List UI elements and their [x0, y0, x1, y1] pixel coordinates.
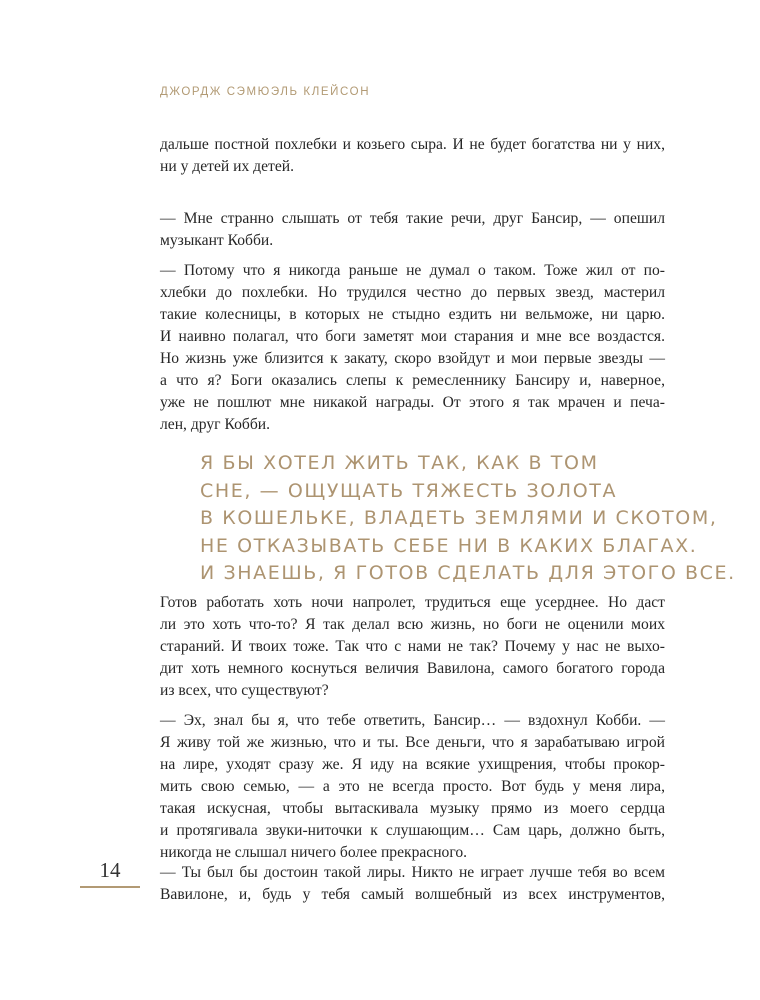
text-line: дит хоть немного коснуться величия Вавилона, самого богатого города	[160, 660, 665, 677]
text-line: такая искусная, чтобы вытаскивала музыку прямо из моего сердца	[160, 800, 665, 817]
paragraph-5	[160, 710, 665, 864]
text-line: мить свою семью, — а это не всегда просто. Вот будь у меня лира,	[160, 778, 665, 795]
text-line: музыкант Кобби.	[160, 232, 274, 249]
pull-quote-line: НЕ ОТКАЗЫВАТЬ СЕБЕ НИ В КАКИХ БЛАГАХ.	[200, 534, 698, 557]
text-line: такие колесницы, в которых не стыдно ездить ни вельможе, ни царю.	[160, 306, 665, 323]
text-line: Но жизнь уже близится к закату, скоро взойдут и мои первые звезды —	[160, 350, 665, 367]
text-line: хлебки до похлебки. Но трудился честно до первых звезд, мастерил	[160, 284, 665, 301]
text-line: стараний. И твоих тоже. Так что с нами не так? Почему у нас не выхо-	[160, 638, 665, 655]
text-line: — Эх, знал бы я, что тебе ответить, Бансир… — вздохнул Кобби. —	[160, 712, 665, 729]
pull-quote	[200, 450, 736, 588]
paragraph-4	[160, 592, 665, 702]
text-line: — Мне странно слышать от тебя такие речи, друг Бансир, — опешил	[160, 210, 665, 227]
text-line: Вавилоне, и, будь у тебя самый волшебный из всех инструментов,	[160, 886, 665, 903]
paragraph-2	[160, 208, 665, 252]
text-line: из всех, что существуют?	[160, 682, 329, 699]
text-line: Готов работать хоть ночи напролет, трудиться еще усерднее. Но даст	[160, 594, 665, 611]
paragraph-3	[160, 260, 665, 436]
text-line: И наивно полагал, что боги заметят мои старания и мне все воздастся.	[160, 328, 665, 345]
page-number-rule	[80, 886, 140, 888]
text-line: ни у детей их детей.	[160, 158, 294, 175]
text-line: дальше постной похлебки и козьего сыра. И не будет богатства ни у них,	[160, 136, 665, 153]
text-line: и протягивала звуки-ниточки к слушающим… Сам царь, должно быть,	[160, 822, 665, 839]
text-line: никогда не слышал ничего более прекрасного.	[160, 844, 468, 861]
paragraph-1	[160, 134, 665, 178]
paragraph-6	[160, 862, 665, 906]
pull-quote-line: В КОШЕЛЬКЕ, ВЛАДЕТЬ ЗЕМЛЯМИ И СКОТОМ,	[200, 507, 718, 529]
text-line: ли это хоть что-то? Я так делал всю жизнь, но боги не оценили моих	[160, 616, 665, 633]
text-line: Я живу той же жизнью, что и ты. Все деньги, что я зарабатываю игрой	[160, 734, 665, 751]
running-head: ДЖОРДЖ СЭМЮЭЛЬ КЛЕЙСОН	[160, 86, 371, 98]
text-line: уже не пошлют мне никакой награды. От этого я так мрачен и печа-	[160, 394, 665, 411]
text-line: лен, друг Кобби.	[160, 416, 270, 433]
text-line: а что я? Боги оказались слепы к ремесленнику Бансиру и, наверное,	[160, 372, 665, 389]
pull-quote-line: СНЕ, — ОЩУЩАТЬ ТЯЖЕСТЬ ЗОЛОТА	[200, 479, 618, 502]
text-line: на лире, уходят сразу же. Я иду на всякие ухищрения, чтобы прокор-	[160, 756, 665, 773]
text-line: — Ты был бы достоин такой лиры. Никто не играет лучше тебя во всем	[160, 864, 665, 881]
pull-quote-line: Я БЫ ХОТЕЛ ЖИТЬ ТАК, КАК В ТОМ	[200, 452, 599, 474]
page-number: 14	[99, 858, 121, 882]
pull-quote-line: И ЗНАЕШЬ, Я ГОТОВ СДЕЛАТЬ ДЛЯ ЭТОГО ВСЕ.	[200, 562, 736, 584]
text-line: — Потому что я никогда раньше не думал о таком. Тоже жил от по-	[160, 262, 665, 279]
